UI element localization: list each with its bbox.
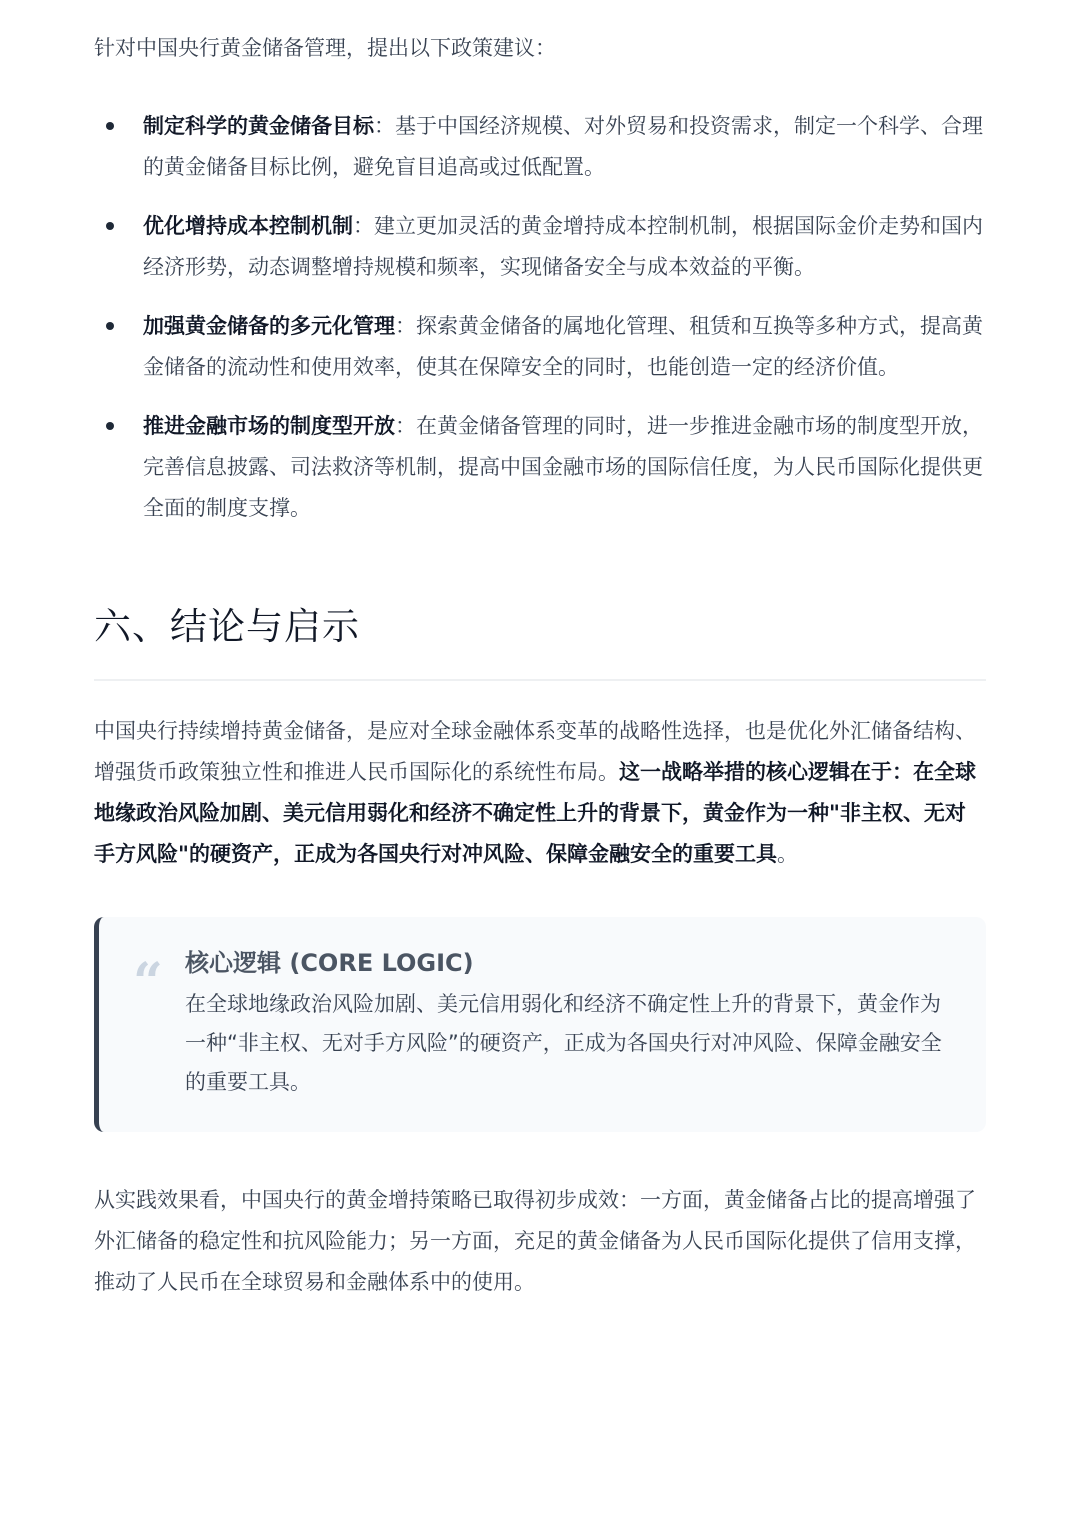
- conclusion-paragraph: [94, 711, 986, 875]
- bullet-icon: [106, 422, 114, 430]
- recommendation-list: [94, 106, 986, 529]
- list-item-title: 优化增持成本控制机制: [143, 214, 353, 238]
- list-item-separator: ：: [353, 214, 374, 238]
- list-item-title: 制定科学的黄金储备目标: [143, 114, 374, 138]
- blockquote-body: 在全球地缘政治风险加剧、美元信用弱化和经济不确定性上升的背景下，黄金作为一种“非主权、无对手方风险”的硬资产，正成为各国央行对冲风险、保障金融安全的重要工具。: [185, 992, 942, 1094]
- conclusion-emphasis: 这一战略举措的核心逻辑在于：在全球地缘政治风险加剧、美元信用弱化和经济不确定性上升的背景下，黄金作为一种"非主权、无对手方风险"的硬资产，正成为各国央行对冲风险、保障金融安全的重要工具: [94, 760, 976, 866]
- final-paragraph: 从实践效果看，中国央行的黄金增持策略已取得初步成效：一方面，黄金储备占比的提高增强了外汇储备的稳定性和抗风险能力；另一方面，充足的黄金储备为人民币国际化提供了信用支撑，推动了人民币在全球贸易和金融体系中的使用。: [94, 1188, 976, 1294]
- list-item: [94, 406, 986, 529]
- list-item-separator: ：: [395, 314, 416, 338]
- list-item-separator: ：: [374, 114, 395, 138]
- section-heading: 六、结论与启示: [94, 605, 360, 648]
- bullet-icon: [106, 222, 114, 230]
- conclusion-end: 。: [776, 842, 798, 866]
- list-item: [94, 106, 986, 188]
- section-divider: [94, 679, 986, 681]
- list-item-text: 探索黄金储备的属地化管理、租赁和互换等多种方式，提高黄金储备的流动性和使用效率，使其在保障安全的同时，也能创造一定的经济价值。: [143, 314, 983, 379]
- list-item-title: 推进金融市场的制度型开放: [143, 414, 395, 438]
- conclusion-text: 中国央行持续增持黄金储备，是应对全球金融体系变革的战略性选择，也是优化外汇储备结构、增强货币政策独立性和推进人民币国际化的系统性布局。: [94, 719, 976, 784]
- list-item: [94, 306, 986, 388]
- intro-paragraph: 针对中国央行黄金储备管理，提出以下政策建议：: [94, 36, 556, 60]
- bullet-icon: [106, 322, 114, 330]
- bullet-icon: [106, 122, 114, 130]
- list-item-title: 加强黄金储备的多元化管理: [143, 314, 395, 338]
- list-item-text: 在黄金储备管理的同时，进一步推进金融市场的制度型开放，完善信息披露、司法救济等机制，提高中国金融市场的国际信任度，为人民币国际化提供更全面的制度支撑。: [143, 414, 983, 520]
- list-item-text: 建立更加灵活的黄金增持成本控制机制，根据国际金价走势和国内经济形势，动态调整增持规模和频率，实现储备安全与成本效益的平衡。: [143, 214, 983, 279]
- list-item: [94, 206, 986, 288]
- quote-icon: “: [133, 952, 163, 1013]
- list-item-text: 基于中国经济规模、对外贸易和投资需求，制定一个科学、合理的黄金储备目标比例，避免盲目追高或过低配置。: [143, 114, 983, 179]
- core-logic-blockquote: [94, 917, 986, 1132]
- list-item-separator: ：: [395, 414, 416, 438]
- blockquote-title: 核心逻辑 (CORE LOGIC): [185, 949, 474, 977]
